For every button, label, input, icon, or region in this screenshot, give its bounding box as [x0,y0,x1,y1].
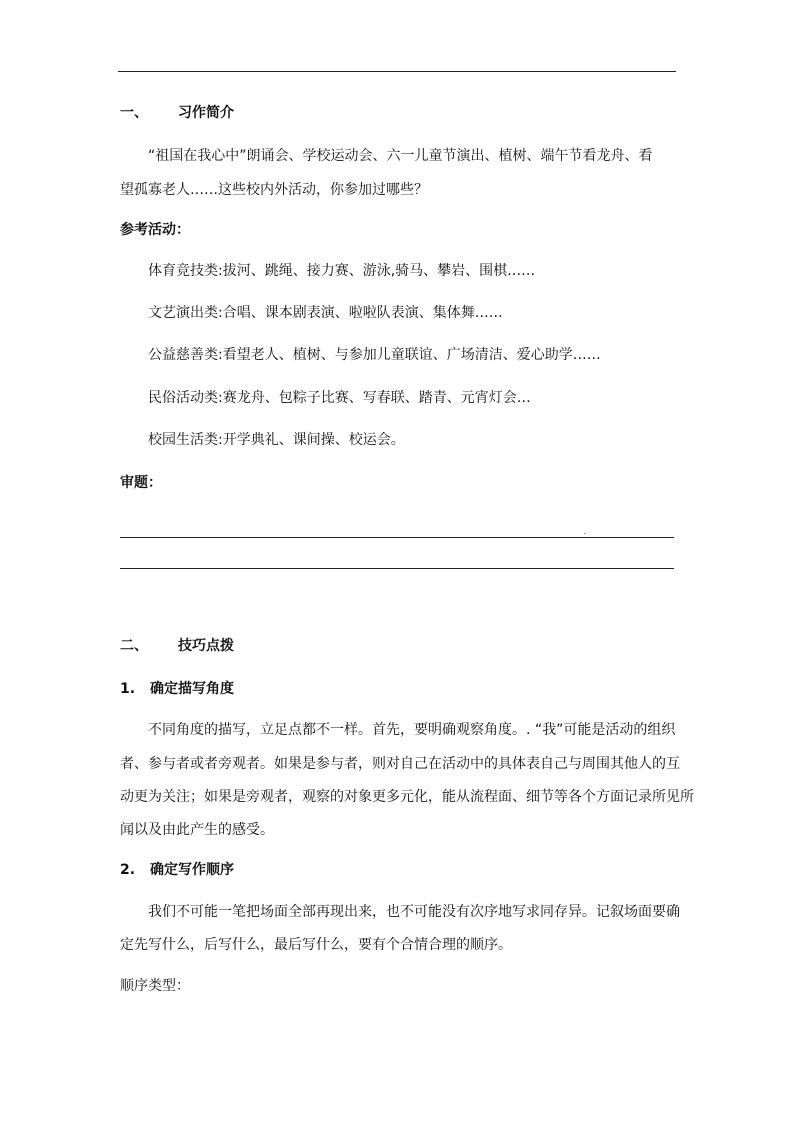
point1-number: 1. [120,681,136,697]
point2-line-1: 我们不可能一笔把场面全部再现出来，也不可能没有次序地写求同存异。记叙场面要确 [148,904,680,920]
order-type-label: 顺序类型： [120,978,190,994]
point2-title: 确定写作顺序 [150,862,234,878]
section1-number: 一、 [120,105,148,121]
point2-number: 2. [120,862,136,878]
point1-heading [120,679,234,699]
header-rule [118,71,676,72]
activity-sports: 体育竞技类:拔河、跳绳、接力赛、游泳,骑马、攀岩、围棋…… [148,263,536,279]
section2-number: 二、 [120,638,148,654]
point2-line-2: 定先写什么，后写什么，最后写什么，要有个合情合理的顺序。 [120,937,512,953]
activity-charity: 公益慈善类:看望老人、植树、与参加儿童联谊、广场清洁、爱心助学…… [148,347,601,363]
activity-campus: 校园生活类:开学典礼、课间操、校运会。 [148,432,405,448]
answer-line-mark [584,533,585,534]
point1-line-1: 不同角度的描写，立足点都不一样。首先，要明确观察角度。. “我”可能是活动的组织 [148,722,676,738]
section1-title: 习作简介 [178,105,234,121]
section2-heading [120,636,234,656]
section2-title: 技巧点拨 [178,638,234,654]
point1-line-3: 动更为关注；如果是旁观者，观察的对象更多元化，能从流程面、细节等各个方面记录所见所 [120,789,694,805]
section1-heading [120,103,234,123]
intro-line-1: “祖国在我心中”朗诵会、学校运动会、六一儿童节演出、植树、端午节看龙舟、看 [148,148,653,164]
answer-line-2[interactable] [120,568,674,569]
reference-label: 参考活动： [120,222,190,238]
intro-line-2: 望孤寡老人……这些校内外活动，你参加过哪些？ [120,182,428,198]
point1-line-2: 者、参与者或者旁观者。如果是参与者，则对自己在活动中的具体表自己与周围其他人的互 [120,756,680,772]
point1-line-4: 闻以及由此产生的感受。 [120,822,274,838]
activity-arts: 文艺演出类:合唱、课本剧表演、啦啦队表演、集体舞…… [148,305,503,321]
review-label: 审题： [120,475,162,491]
point1-title: 确定描写角度 [150,681,234,697]
activity-folk: 民俗活动类:赛龙舟、包粽子比赛、写春联、踏青、元宵灯会… [148,390,531,406]
answer-line-1[interactable] [120,537,674,538]
point2-heading [120,860,234,880]
